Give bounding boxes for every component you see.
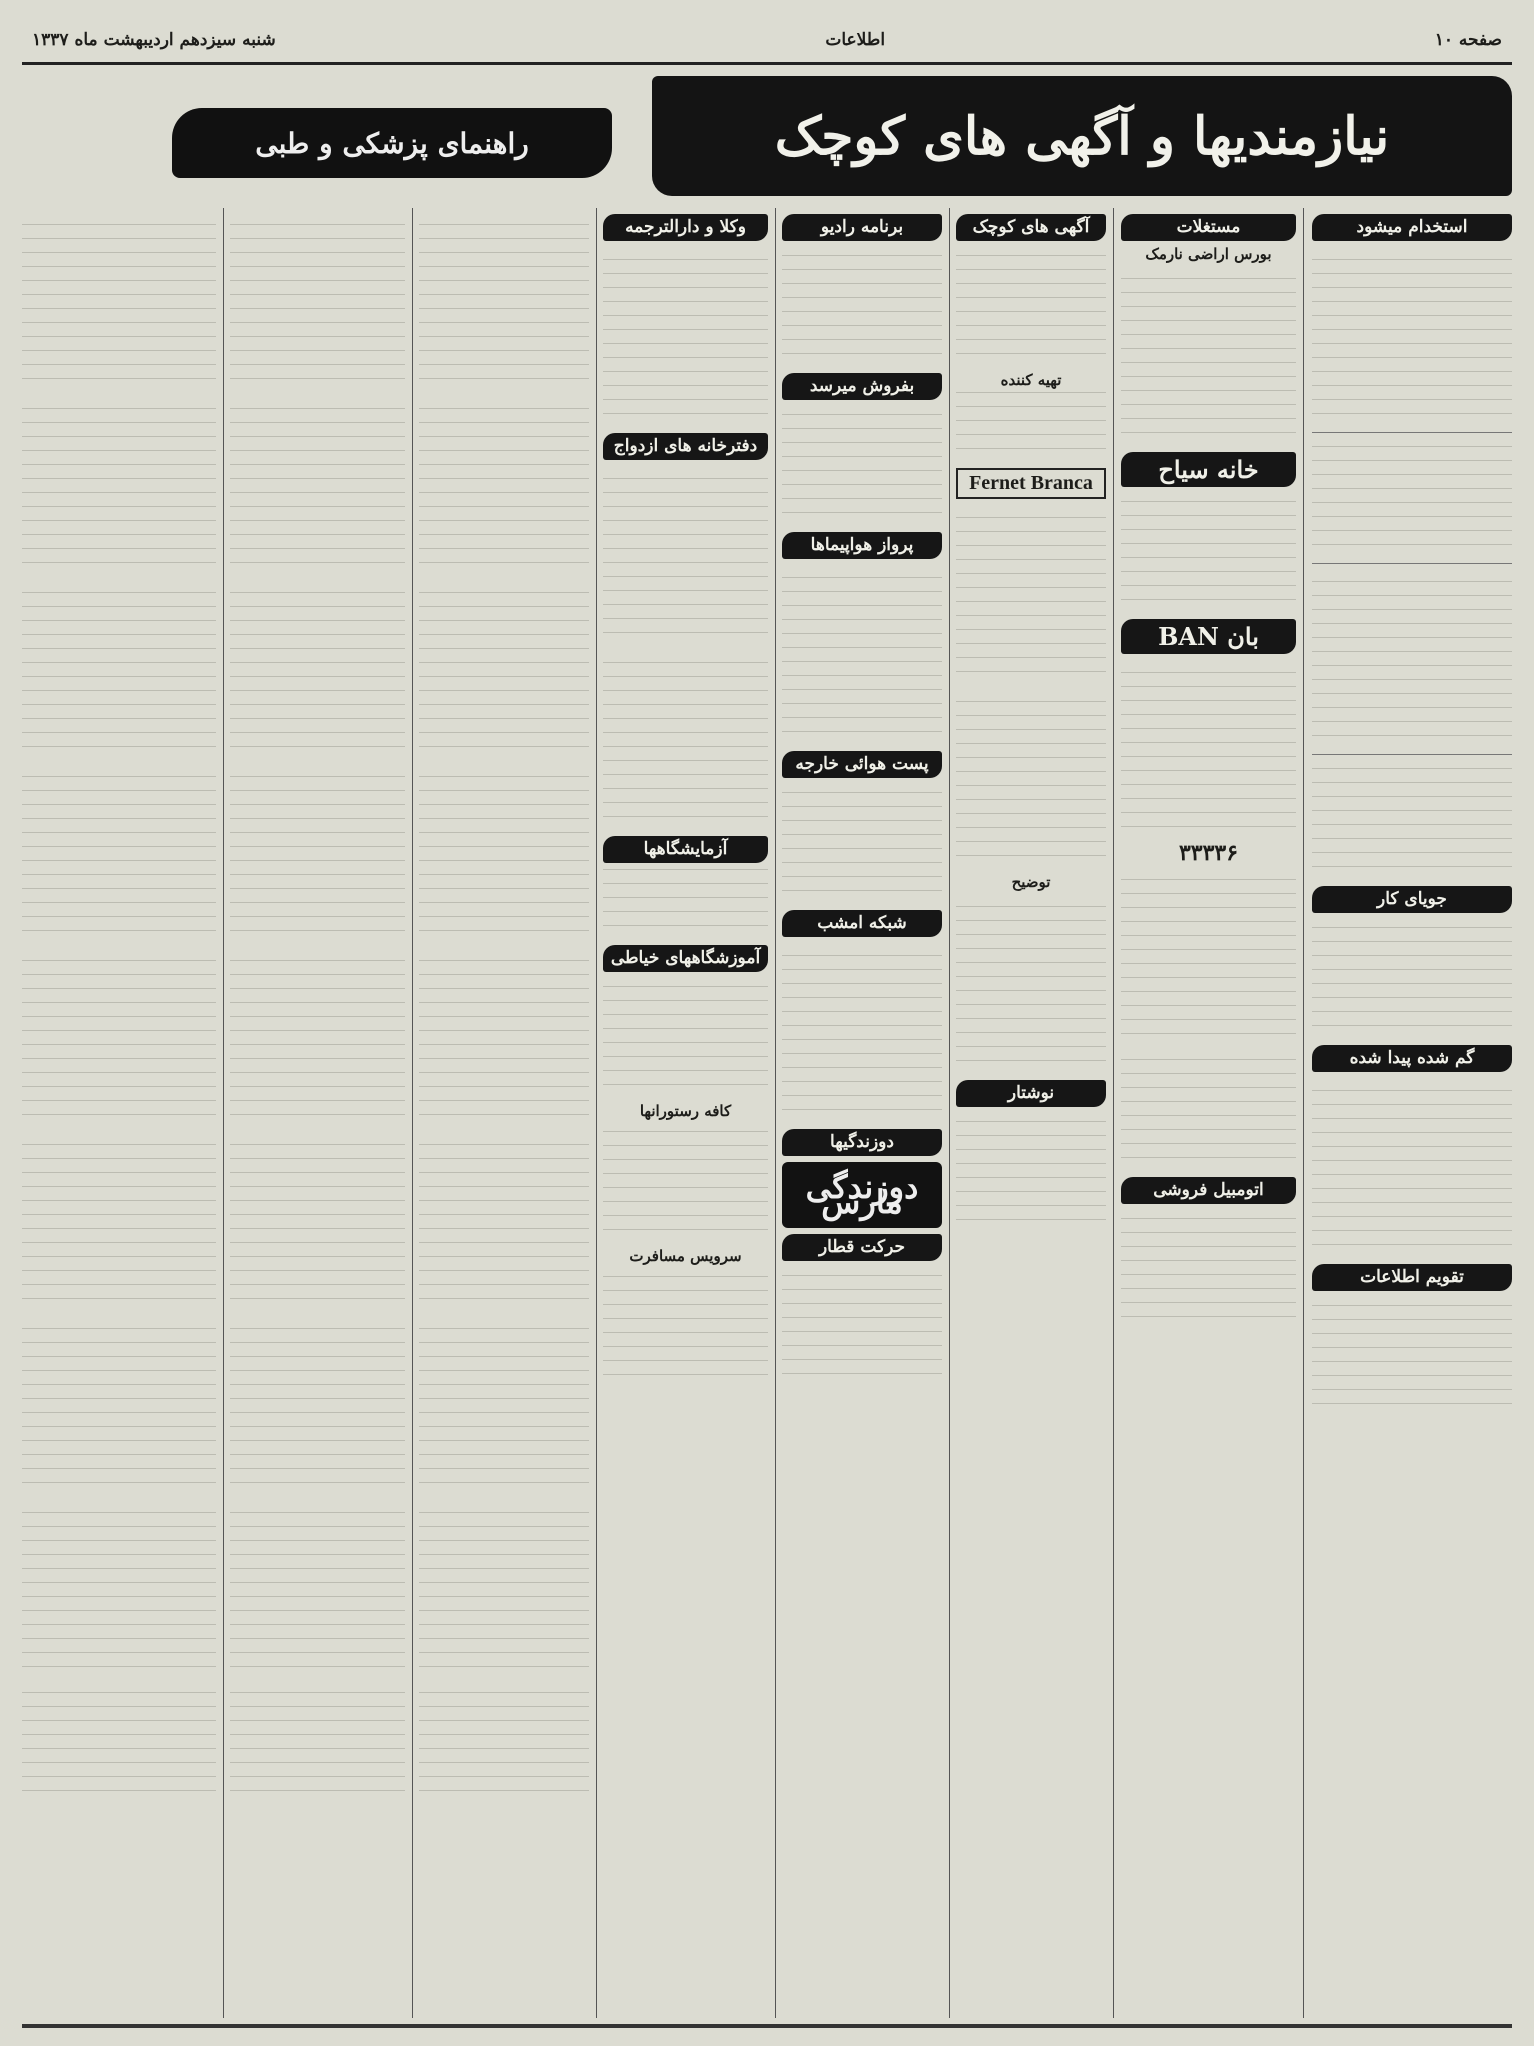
medical-guide-banner: راهنمای پزشکی و طبی — [172, 108, 612, 178]
section-job-wanted: جویای کار — [1312, 886, 1512, 913]
text-block — [603, 466, 768, 646]
text-block — [1312, 438, 1512, 558]
mars-tailor-ad: دوزندگی مارس — [782, 1162, 942, 1228]
column-1 — [1312, 208, 1512, 2018]
text-block — [956, 1113, 1106, 1233]
text-block — [22, 1684, 216, 1804]
issue-date: شنبه سیزدهم اردیبهشت ماه ۱۳۳۷ — [32, 30, 276, 50]
text-block — [956, 392, 1106, 462]
section-lost-found: گم شده پیدا شده — [1312, 1045, 1512, 1072]
text-block — [230, 212, 405, 392]
text-block — [956, 894, 1106, 1074]
text-block — [782, 943, 942, 1123]
column-3 — [956, 208, 1106, 2018]
text-block — [230, 580, 405, 760]
section-sale: بفروش میرسد — [782, 373, 942, 400]
text-block — [419, 1500, 589, 1680]
section-trains: حرکت قطار — [782, 1234, 942, 1261]
text-block — [603, 978, 768, 1098]
text-block — [230, 948, 405, 1128]
text-block — [22, 212, 216, 392]
text-block — [603, 1268, 768, 1388]
section-lawyers: وکلا و دارالترجمه — [603, 214, 768, 241]
text-block — [956, 689, 1106, 869]
column-2 — [1121, 208, 1296, 2018]
text-block — [782, 1267, 942, 1387]
text-block — [230, 764, 405, 944]
text-block — [782, 247, 942, 367]
notice-heading: توضیح — [1011, 873, 1051, 891]
text-block — [782, 565, 942, 745]
text-block — [230, 1132, 405, 1312]
section-auto: اتومبیل فروشی — [1121, 1177, 1296, 1204]
section-real-estate: مستغلات — [1121, 214, 1296, 241]
text-block — [230, 1500, 405, 1680]
newspaper-page — [22, 18, 1512, 2028]
text-block — [1312, 1078, 1512, 1258]
section-flights: پرواز هواپیماها — [782, 532, 942, 559]
text-block — [1121, 493, 1296, 613]
text-block — [419, 396, 589, 576]
text-block — [1312, 760, 1512, 880]
text-block — [22, 948, 216, 1128]
text-block — [419, 1132, 589, 1312]
text-block — [419, 212, 589, 392]
column-7 — [230, 208, 405, 2018]
text-block — [956, 505, 1106, 685]
text-block — [22, 1132, 216, 1312]
column-6 — [419, 208, 589, 2018]
restaurant-heading: کافه رستورانها — [639, 1102, 732, 1120]
text-block — [1121, 266, 1296, 446]
fernet-branca-ad: Fernet Branca — [956, 468, 1106, 499]
text-block — [419, 580, 589, 760]
text-block — [22, 580, 216, 760]
section-post: پست هوائی خارجه — [782, 751, 942, 778]
text-block — [1312, 247, 1512, 427]
section-night-pharmacies: شبکه امشب — [782, 910, 942, 937]
text-block — [419, 1316, 589, 1496]
text-block — [419, 1684, 589, 1804]
page-header — [22, 18, 1512, 65]
text-block — [230, 1684, 405, 1804]
section-schools: آموزشگاههای خیاطی — [603, 945, 768, 972]
text-block — [782, 784, 942, 904]
text-block — [22, 1316, 216, 1496]
text-block — [1312, 1297, 1512, 1417]
section-tour: خانه سیاح — [1121, 452, 1296, 487]
section-employment: استخدام میشود — [1312, 214, 1512, 241]
text-block — [419, 764, 589, 944]
column-8 — [22, 208, 216, 2018]
text-block — [22, 764, 216, 944]
section-radio: برنامه رادیو — [782, 214, 942, 241]
section-translation: دفترخانه های ازدواج — [603, 433, 768, 460]
text-block — [1312, 569, 1512, 749]
text-block — [419, 948, 589, 1128]
text-block — [603, 247, 768, 427]
text-block — [603, 1123, 768, 1243]
column-4 — [782, 208, 942, 2018]
section-newborn: نوشتار — [956, 1080, 1106, 1107]
supplier-heading: تهیه کننده — [1000, 371, 1062, 389]
text-block — [1121, 660, 1296, 840]
text-block — [956, 247, 1106, 367]
text-block — [1121, 1051, 1296, 1171]
text-block — [1121, 867, 1296, 1047]
section-tailors: دوزندگیها — [782, 1129, 942, 1156]
classifieds-banner: نیازمندیها و آگهی های کوچک — [652, 76, 1512, 196]
section-small-ads: آگهی های کوچک — [956, 214, 1106, 241]
page-number: صفحه ۱۰ — [1434, 30, 1502, 50]
text-block — [603, 869, 768, 939]
text-block — [230, 396, 405, 576]
phone-number: ۳۳۳۳۶ — [1178, 840, 1239, 866]
section-calendar: تقویم اطلاعات — [1312, 1264, 1512, 1291]
text-block — [1121, 1210, 1296, 1330]
newspaper-name: اطلاعات — [825, 30, 886, 50]
column-5 — [603, 208, 768, 2018]
travel-heading: سرویس مسافرت — [629, 1247, 742, 1265]
company-heading: بورس اراضی نارمک — [1145, 245, 1272, 263]
section-ban: بان BAN — [1121, 619, 1296, 654]
text-block — [22, 396, 216, 576]
text-block — [22, 1500, 216, 1680]
text-block — [782, 406, 942, 526]
text-block — [603, 650, 768, 830]
text-block — [1312, 919, 1512, 1039]
text-block — [230, 1316, 405, 1496]
section-labs: آزمایشگاهها — [603, 836, 768, 863]
